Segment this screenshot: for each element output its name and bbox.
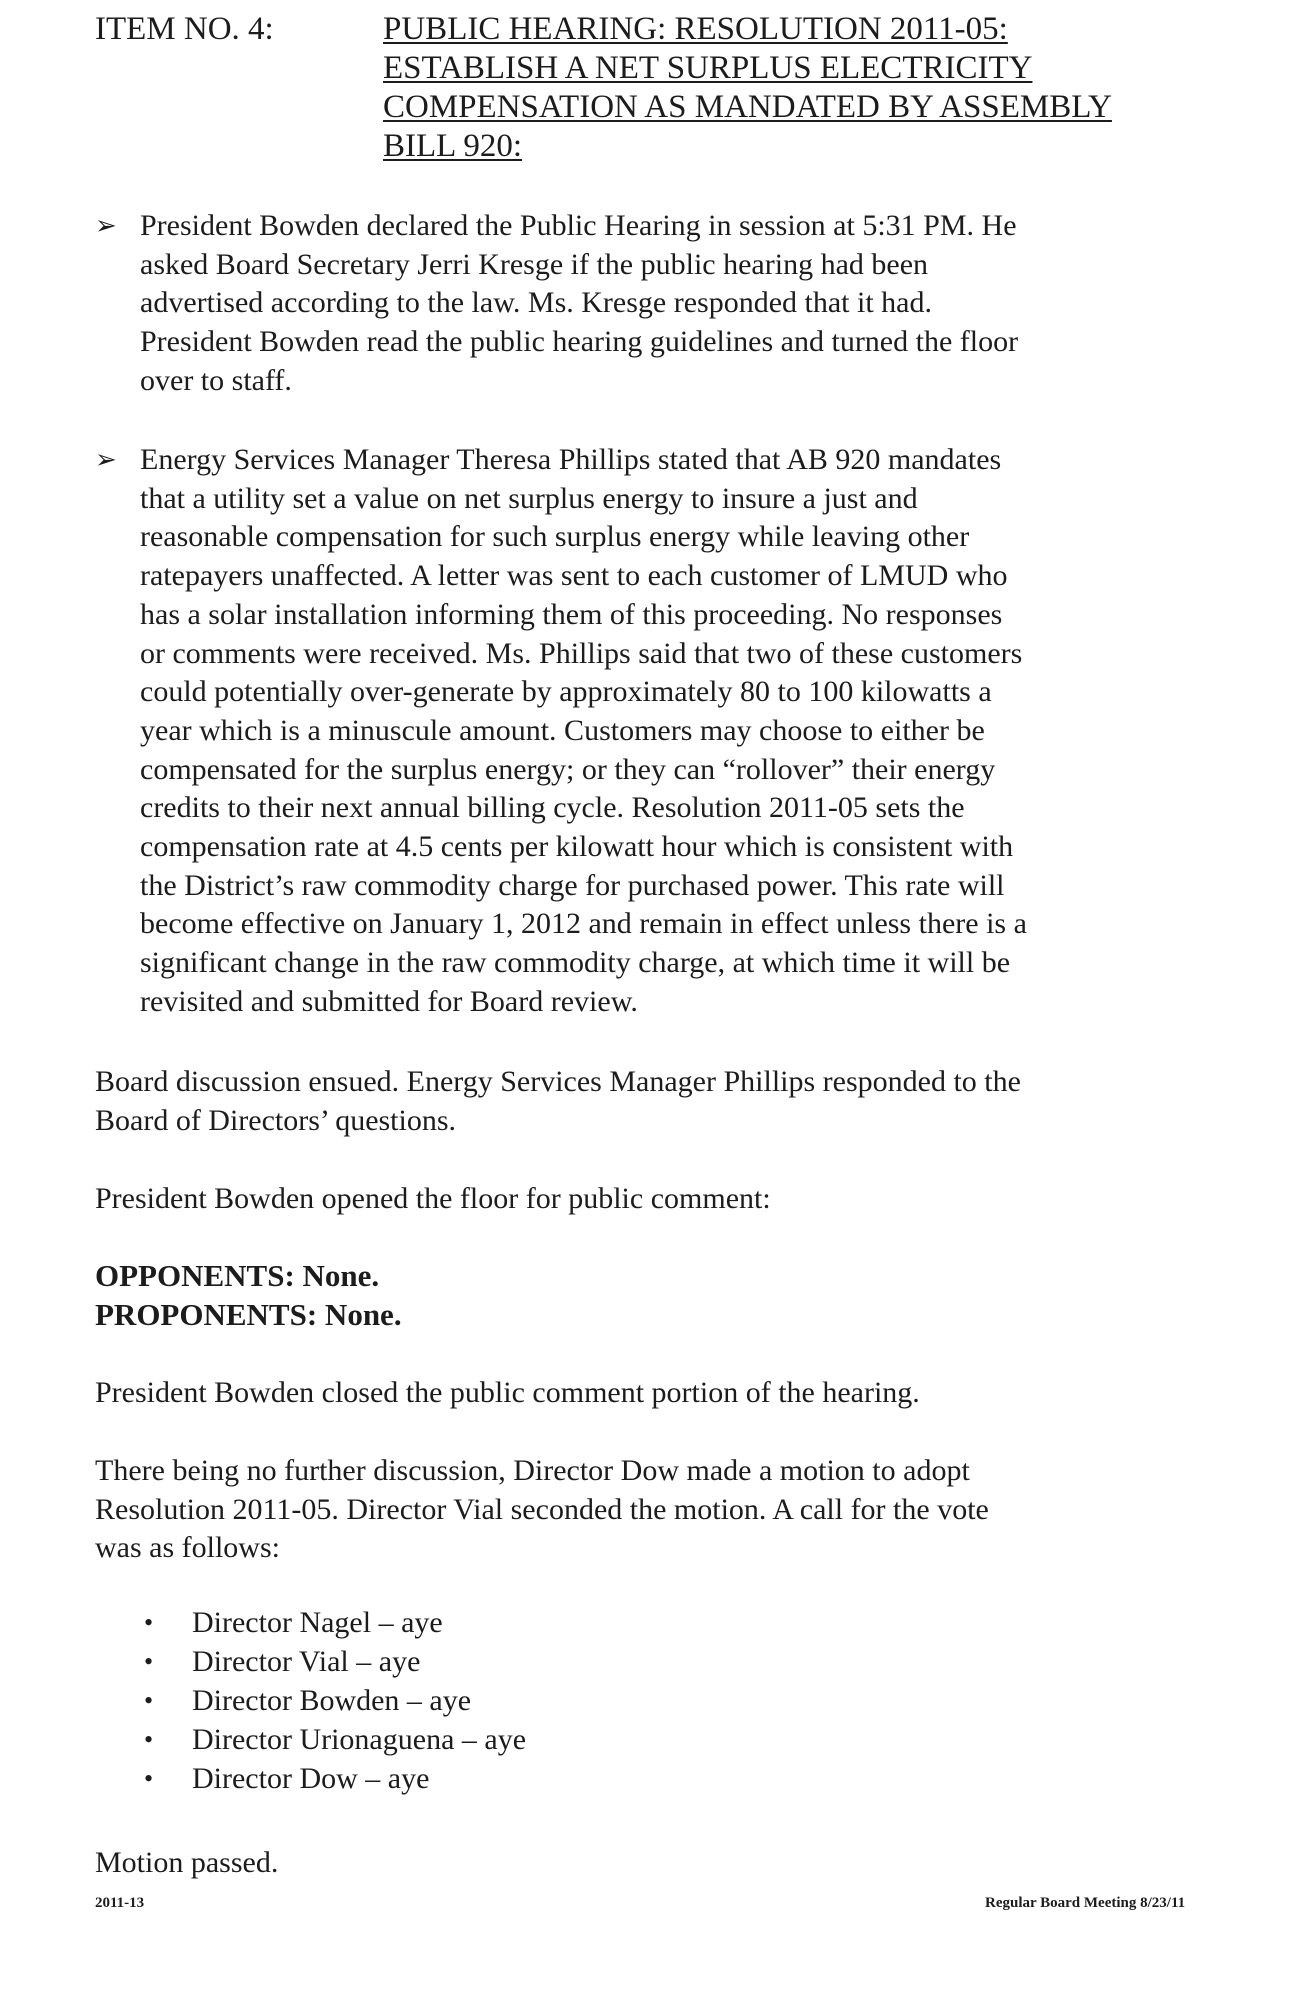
bullet-icon: • <box>144 1725 154 1754</box>
text-line: President Bowden closed the public comment portion of the hearing. <box>95 1376 920 1409</box>
text-line: or comments were received. Ms. Phillips said that two of these customers <box>140 636 1023 670</box>
text-line: There being no further discussion, Director Dow made a motion to adopt <box>95 1454 970 1487</box>
text-line: that a utility set a value on net surplus energy to insure a just and <box>140 481 918 515</box>
text-line: year which is a minuscule amount. Customers may choose to either be <box>140 713 985 747</box>
motion-paragraph <box>95 1452 1275 1568</box>
text-line: President Bowden opened the floor for public comment: <box>95 1182 771 1215</box>
vote-list <box>140 1603 526 1798</box>
motion-result-paragraph <box>95 1844 1275 1883</box>
text-line: over to staff. <box>140 363 292 397</box>
text-line: Resolution 2011-05. Director Vial seconded the motion. A call for the vote <box>95 1492 989 1526</box>
vote-text: Director Urionaguena – aye <box>192 1723 527 1756</box>
bullet-icon: • <box>144 1608 154 1637</box>
public-comment-closed-paragraph <box>95 1374 1275 1413</box>
text-line: advertised according to the law. Ms. Kresge responded that it had. <box>140 286 932 320</box>
text-line: Motion passed. <box>95 1846 279 1879</box>
item-title-line: COMPENSATION AS MANDATED BY ASSEMBLY <box>383 89 1112 125</box>
board-discussion-paragraph <box>95 1063 1275 1140</box>
bullet-icon: • <box>144 1764 154 1793</box>
vote-item <box>140 1681 526 1720</box>
vote-item <box>140 1720 526 1759</box>
comment-summary <box>95 1256 1275 1334</box>
text-line: President Bowden declared the Public Hearing in session at 5:31 PM. He <box>140 209 1017 242</box>
footer-page-number: 2011-13 <box>95 1895 145 1911</box>
item-title-line: ESTABLISH A NET SURPLUS ELECTRICITY <box>383 50 1033 86</box>
text-line: could potentially over-generate by approximately 80 to 100 kilowatts a <box>140 675 992 709</box>
text-line: Energy Services Manager Theresa Phillips stated that AB 920 mandates <box>140 443 1002 476</box>
vote-item <box>140 1642 526 1681</box>
footer-meeting-label: Regular Board Meeting 8/23/11 <box>985 1895 1186 1911</box>
vote-item <box>140 1603 526 1642</box>
vote-text: Director Nagel – aye <box>192 1606 443 1639</box>
vote-text: Director Vial – aye <box>192 1645 421 1678</box>
item-title-line: BILL 920: <box>383 128 523 164</box>
public-comment-open-paragraph <box>95 1180 1275 1219</box>
item-title-line: PUBLIC HEARING: RESOLUTION 2011-05: <box>383 11 1008 47</box>
text-line: has a solar installation informing them of this proceeding. No responses <box>140 597 1003 631</box>
text-line: credits to their next annual billing cycle. Resolution 2011-05 sets the <box>140 791 965 825</box>
vote-item <box>140 1759 526 1798</box>
text-line: significant change in the raw commodity charge, at which time it will be <box>140 946 1011 980</box>
paragraph-text <box>140 441 1270 1022</box>
text-line: ratepayers unaffected. A letter was sent to each customer of LMUD who <box>140 559 1008 593</box>
proponents-line: PROPONENTS: None. <box>95 1297 402 1332</box>
text-line: revisited and submitted for Board review. <box>140 984 638 1018</box>
text-line: compensated for the surplus energy; or they can “rollover” their energy <box>140 752 996 786</box>
item-number-label: ITEM NO. 4: <box>95 11 274 47</box>
text-line: President Bowden read the public hearing guidelines and turned the floor <box>140 325 1019 359</box>
item-title <box>383 10 1312 166</box>
bullet-icon: • <box>144 1647 154 1676</box>
vote-text: Director Dow – aye <box>192 1762 430 1795</box>
paragraph-text <box>140 207 1270 401</box>
opponents-line: OPPONENTS: None. <box>95 1258 380 1293</box>
text-line: Board of Directors’ questions. <box>95 1103 457 1137</box>
text-line: asked Board Secretary Jerri Kresge if the public hearing had been <box>140 247 929 281</box>
text-line: the District’s raw commodity charge for purchased power. This rate will <box>140 868 1005 902</box>
arrow-bullet-icon: ➢ <box>95 445 117 475</box>
bullet-icon: • <box>144 1686 154 1715</box>
vote-text: Director Bowden – aye <box>192 1684 472 1717</box>
text-line: was as follows: <box>95 1531 280 1565</box>
text-line: become effective on January 1, 2012 and remain in effect unless there is a <box>140 907 1027 941</box>
text-line: reasonable compensation for such surplus energy while leaving other <box>140 520 970 554</box>
text-line: Board discussion ensued. Energy Services Manager Phillips responded to the <box>95 1065 1021 1098</box>
arrow-bullet-icon: ➢ <box>95 211 117 241</box>
text-line: compensation rate at 4.5 cents per kilowatt hour which is consistent with <box>140 830 1014 864</box>
